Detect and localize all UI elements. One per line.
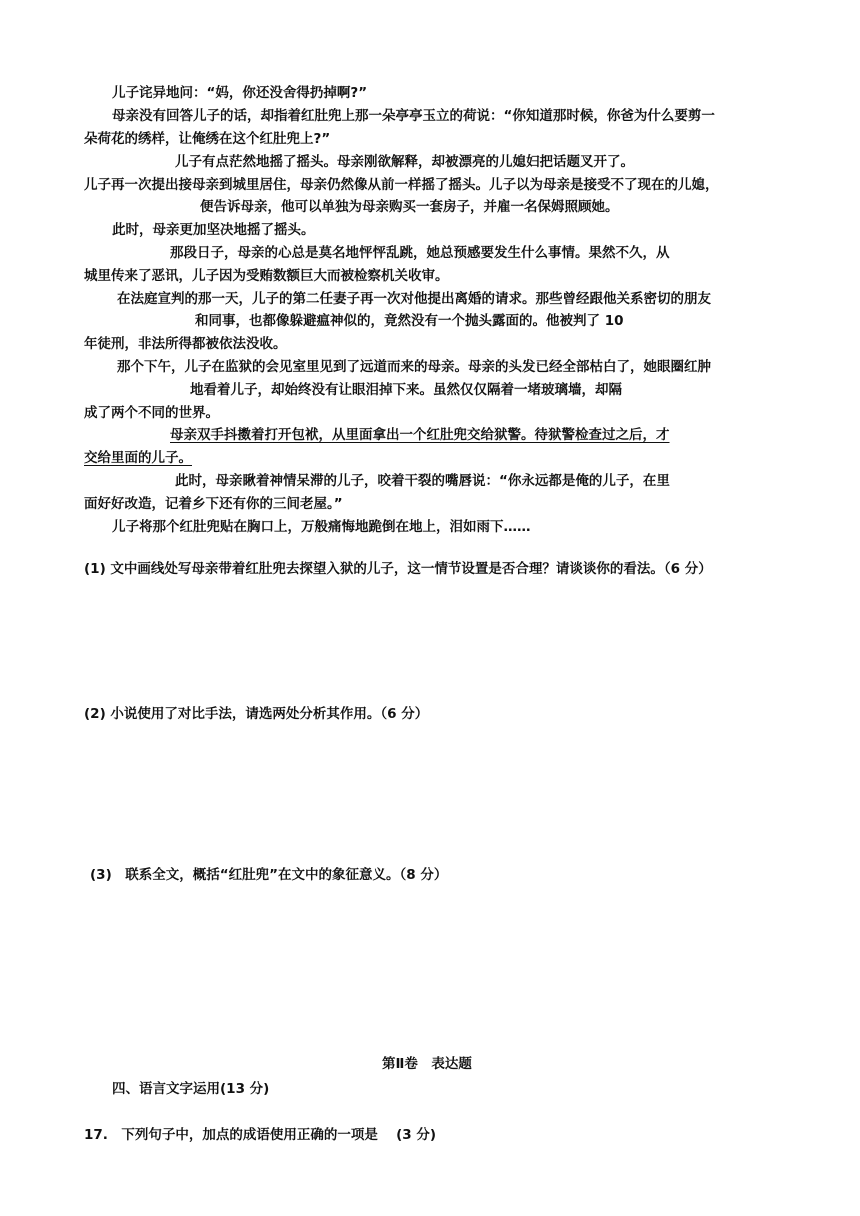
passage-line: 此时，母亲瞅着神情呆滞的儿子，咬着干裂的嘴唇说：“你永远都是俺的儿子，在里 bbox=[175, 473, 670, 489]
passage-line: 面好好改造，记着乡下还有你的三间老屋。” bbox=[84, 496, 343, 512]
section-title: 第Ⅱ卷 表达题 bbox=[382, 1056, 472, 1072]
question-1: (1) 文中画线处写母亲带着红肚兜去探望入狱的儿子，这一情节设置是否合理？请谈谈你的看法。（6 分） bbox=[84, 561, 712, 577]
passage-line: 此时，母亲更加坚决地摇了摇头。 bbox=[112, 222, 315, 238]
part-heading: 四、语言文字运用(13 分) bbox=[112, 1081, 270, 1097]
passage-line: 儿子将那个红肚兜贴在胸口上，万般痛悔地跪倒在地上，泪如雨下…… bbox=[112, 519, 531, 535]
question-17: 17. 下列句子中，加点的成语使用正确的一项是 (3 分) bbox=[84, 1127, 437, 1143]
passage-line: 在法庭宣判的那一天，儿子的第二任妻子再一次对他提出离婚的请求。那些曾经跟他关系密切的朋友 bbox=[117, 291, 711, 307]
passage-line: 那段日子，母亲的心总是莫名地怦怦乱跳，她总预感要发生什么事情。果然不久，从 bbox=[170, 245, 670, 261]
question-2: (2) 小说使用了对比手法，请选两处分析其作用。（6 分） bbox=[84, 706, 429, 722]
passage-line: 城里传来了恶讯，儿子因为受贿数额巨大而被检察机关收审。 bbox=[84, 268, 449, 284]
question-3: (3) 联系全文，概括“红肚兜”在文中的象征意义。（8 分） bbox=[90, 867, 448, 883]
passage-line: 朵荷花的绣样，让俺绣在这个红肚兜上?” bbox=[84, 131, 331, 147]
underlined-passage-line: 母亲双手抖擞着打开包袱，从里面拿出一个红肚兜交给狱警。待狱警检查过之后，才 bbox=[170, 427, 670, 443]
underlined-passage-line: 交给里面的儿子。 bbox=[84, 450, 192, 466]
passage-line: 成了两个不同的世界。 bbox=[84, 405, 219, 421]
passage-line: 和同事，也都像躲避瘟神似的，竟然没有一个抛头露面的。他被判了 10 bbox=[195, 313, 624, 329]
passage-line: 儿子诧异地问：“妈，你还没舍得扔掉啊?” bbox=[112, 85, 368, 101]
passage-line: 那个下午，儿子在监狱的会见室里见到了远道而来的母亲。母亲的头发已经全部枯白了，她眼圈红肿 bbox=[117, 359, 711, 375]
passage-line: 母亲没有回答儿子的话，却指着红肚兜上那一朵亭亭玉立的荷说：“你知道那时候，你爸为什么要剪一 bbox=[112, 108, 715, 124]
passage-line: 年徒刑，非法所得都被依法没收。 bbox=[84, 336, 287, 352]
passage-line: 儿子再一次提出接母亲到城里居住，母亲仍然像从前一样摇了摇头。儿子以为母亲是接受不了现在的儿媳， bbox=[84, 177, 719, 193]
passage-line: 儿子有点茫然地摇了摇头。母亲刚欲解释，却被漂亮的儿媳妇把话题叉开了。 bbox=[175, 154, 634, 170]
passage-line: 便告诉母亲，他可以单独为母亲购买一套房子，并雇一名保姆照顾她。 bbox=[200, 199, 619, 215]
passage-line: 地看着儿子，却始终没有让眼泪掉下来。虽然仅仅隔着一堵玻璃墙，却隔 bbox=[190, 382, 622, 398]
